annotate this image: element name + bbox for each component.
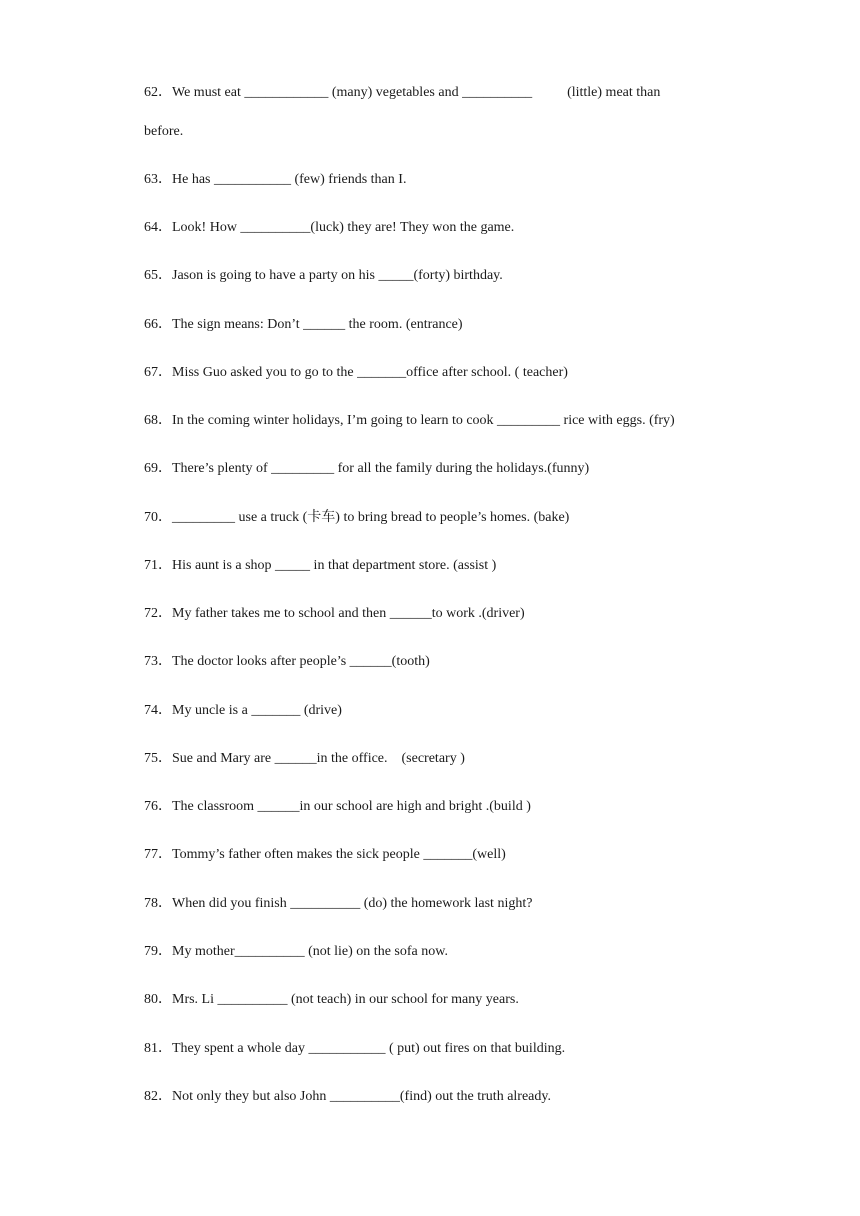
question-69 — [144, 460, 589, 478]
question-text: ．My mother__________ (not lie) on the sofa now. — [158, 944, 448, 959]
question-number: 69 — [144, 461, 158, 476]
question-number: 76 — [144, 799, 158, 814]
question-62 — [144, 84, 660, 102]
question-65 — [144, 267, 503, 285]
question-text: ．In the coming winter holidays, I’m going to learn to cook _________ rice with eggs. (fry) — [158, 413, 675, 428]
question-text: ．Miss Guo asked you to go to the _______office after school. ( teacher) — [158, 365, 568, 380]
question-text: ．Tommy’s father often makes the sick people _______(well) — [158, 847, 506, 862]
question-text: ．Jason is going to have a party on his _____(forty) birthday. — [158, 268, 503, 283]
question-81 — [144, 1040, 565, 1058]
question-text: ．The classroom ______in our school are high and bright .(build ) — [158, 799, 531, 814]
question-text: ．Not only they but also John __________(find) out the truth already. — [158, 1089, 551, 1104]
question-71 — [144, 557, 496, 575]
question-text-continuation: before. — [144, 124, 184, 139]
question-73 — [144, 653, 430, 671]
question-text: ．My uncle is a _______ (drive) — [158, 703, 342, 718]
question-text: ．My father takes me to school and then ______to work .(driver) — [158, 606, 525, 621]
question-number: 73 — [144, 654, 158, 669]
question-62-continuation — [144, 123, 183, 141]
question-80 — [144, 991, 519, 1009]
question-number: 80 — [144, 992, 158, 1007]
question-number: 64 — [144, 220, 158, 235]
question-text: ．His aunt is a shop _____ in that department store. (assist ) — [158, 558, 497, 573]
question-number: 67 — [144, 365, 158, 380]
question-82 — [144, 1088, 551, 1106]
question-text: ．The sign means: Don’t ______ the room. (entrance) — [158, 317, 463, 332]
question-text: ．Look! How __________(luck) they are! They won the game. — [158, 220, 515, 235]
question-number: 65 — [144, 268, 158, 283]
question-text: ．We must eat ____________ (many) vegetables and __________ (little) meat than — [158, 85, 661, 100]
question-text: ．_________ use a truck (卡车) to bring bread to people’s homes. (bake) — [158, 510, 570, 525]
question-77 — [144, 846, 506, 864]
question-64 — [144, 219, 514, 237]
question-text: ．There’s plenty of _________ for all the family during the holidays.(funny) — [158, 461, 590, 476]
question-number: 77 — [144, 847, 158, 862]
question-74 — [144, 702, 342, 720]
question-68 — [144, 412, 675, 430]
question-text: ．Mrs. Li __________ (not teach) in our school for many years. — [158, 992, 519, 1007]
question-67 — [144, 364, 568, 382]
question-63 — [144, 171, 406, 189]
question-76 — [144, 798, 531, 816]
question-number: 66 — [144, 317, 158, 332]
question-75 — [144, 750, 465, 768]
question-66 — [144, 316, 463, 334]
question-78 — [144, 895, 532, 913]
question-text: ．They spent a whole day ___________ ( put) out fires on that building. — [158, 1041, 566, 1056]
question-70 — [144, 509, 569, 527]
question-text: ．Sue and Mary are ______in the office. (secretary ) — [158, 751, 465, 766]
question-79 — [144, 943, 448, 961]
question-number: 70 — [144, 510, 158, 525]
question-number: 81 — [144, 1041, 158, 1056]
question-number: 62 — [144, 85, 158, 100]
question-number: 74 — [144, 703, 158, 718]
question-number: 82 — [144, 1089, 158, 1104]
question-text: ．The doctor looks after people’s ______(tooth) — [158, 654, 430, 669]
question-number: 68 — [144, 413, 158, 428]
question-number: 78 — [144, 896, 158, 911]
question-number: 79 — [144, 944, 158, 959]
question-72 — [144, 605, 525, 623]
question-text: ．He has ___________ (few) friends than I. — [158, 172, 407, 187]
question-number: 63 — [144, 172, 158, 187]
question-text: ．When did you finish __________ (do) the homework last night? — [158, 896, 533, 911]
question-number: 75 — [144, 751, 158, 766]
question-number: 71 — [144, 558, 158, 573]
question-number: 72 — [144, 606, 158, 621]
